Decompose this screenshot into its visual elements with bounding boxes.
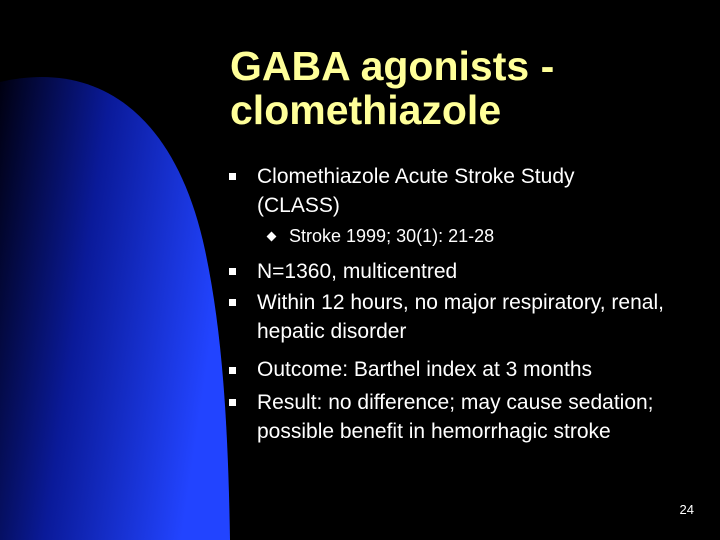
bullet-item: N=1360, multicentred [257, 260, 458, 283]
title-line-1: GABA agonists - [230, 43, 555, 89]
page-number: 24 [679, 502, 694, 517]
bullet-item: Result: no difference; may cause sedation; possible benefit in hemorrhagic stroke [257, 391, 654, 443]
diamond-bullet-icon [267, 232, 277, 242]
bullet-item: Outcome: Barthel index at 3 months [257, 358, 593, 381]
square-bullet-icon [229, 173, 236, 180]
square-bullet-icon [229, 367, 236, 374]
title-line-2: clomethiazole [230, 87, 502, 133]
bullet-item: Within 12 hours, no major respiratory, renal, hepatic disorder [257, 291, 664, 343]
square-bullet-icon [229, 399, 236, 406]
square-bullet-icon [229, 299, 236, 306]
sub-bullet-item: Stroke 1999; 30(1): 21-28 [289, 226, 495, 246]
square-bullet-icon [229, 268, 236, 275]
bullet-item: Clomethiazole Acute Stroke Study (CLASS) [257, 165, 575, 217]
